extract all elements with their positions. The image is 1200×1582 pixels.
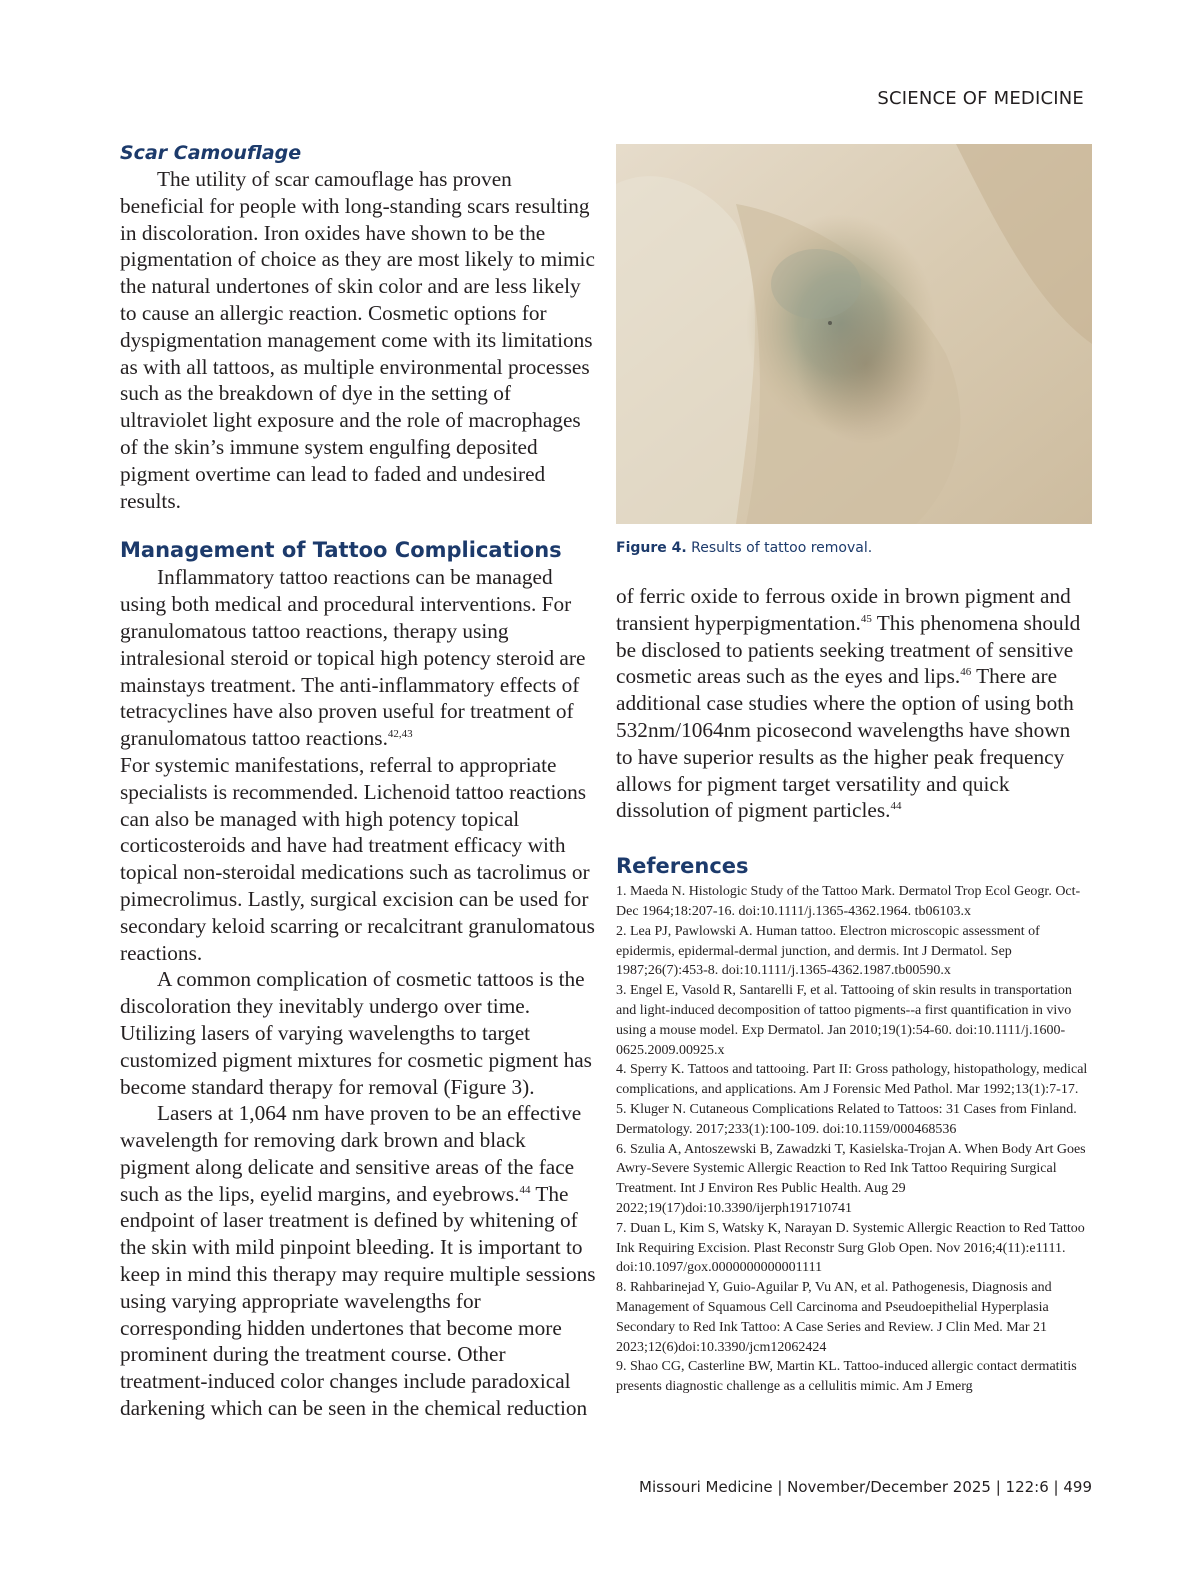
paragraph-scar-camouflage: The utility of scar camouflage has proven beneficial for people with long-standing scars resulting in discoloration. Iron oxides have shown to be the pigmentation of choice as they are most likely to mimic the natural undertones of skin color and are less likely to cause an allergic reaction. Cosmetic options for dyspigmentation management come with its limitations as with all tattoos, as multiple environmental processes such as the breakdown of dye in the setting of ultraviolet light exposure and the role of macrophages of the skin’s immune system engulfing deposited pigment overtime can lead to faded and undesired results. — [120, 167, 595, 513]
reference-item: 5. Kluger N. Cutaneous Complications Related to Tattoos: 31 Cases from Finland. Dermatology. 2017;233(1):100-109. doi:10.1159/000468536 — [616, 1101, 1077, 1137]
citation-42-43: 42,43 — [387, 728, 413, 741]
references-title: References — [616, 854, 749, 879]
reference-item: 6. Szulia A, Antoszewski B, Zawadzki T, Kasielska-Trojan A. When Body Art Goes Awry-Severe Systemic Allergic Reaction to Red Ink Tattoo Requiring Surgical Treatment. Int J Environ Res Public Health. Aug 29 2022;19(17)doi:10.3390/ijerph191710741 — [616, 1141, 1086, 1216]
running-header: SCIENCE OF MEDICINE — [877, 88, 1084, 109]
page-footer: Missouri Medicine | November/December 2025 | 122:6 | 499 — [639, 1478, 1092, 1496]
reference-item: 7. Duan L, Kim S, Watsky K, Narayan D. Systemic Allergic Reaction to Red Tattoo Ink Requiring Excision. Plast Reconstr Surg Glob Open. Nov 2016;4(11):e1111. doi:10.1097/gox.0000000000001111 — [616, 1220, 1085, 1276]
reference-item: 9. Shao CG, Casterline BW, Martin KL. Tattoo-induced allergic contact dermatitis presents diagnostic challenge as a cellulitis mimic. Am J Emerg — [616, 1359, 1077, 1395]
section-title-management: Management of Tattoo Complications — [120, 538, 562, 563]
paragraph-inflammatory: Inflammatory tattoo reactions can be managed using both medical and procedural interventions. For granulomatous tattoo reactions, therapy using intralesional steroid or topical high potency steroid are mainstays treatment. The anti-inflammatory effects of tetracyclines have also proven useful for treatment of granulomatous tattoo reactions.$^{42,43}$ For systemic manifestations, referral to appropriate specialists is recommended. Lichenoid tattoo reactions can also be managed with high potency topical corticosteroids and have had treatment efficacy with topical non-steroidal medications such as tacrolimus or pimecrolimus. Lastly, surgical excision can be used for secondary keloid scarring or recalcitrant granulomatous reactions. — [120, 565, 595, 965]
paragraph-continuation: of ferric oxide to ferrous oxide in brown pigment and transient hyperpigmentation.$^{45}$ This phenomena should be disclosed to patients seeking treatment of sensitive cosmetic areas such as the eyes and lips.$^{46}$ There are additional case studies where the option of using both 532nm/1064nm picosecond wavelengths have shown to have superior results as the higher peak frequency allows for pigment target versatility and quick dissolution of pigment particles.$^{44}$ — [616, 584, 1081, 823]
reference-item: 2. Lea PJ, Pawlowski A. Human tattoo. Electron microscopic assessment of epidermis, epidermal-dermal junction, and dermis. Int J Dermatol. Sep 1987;26(7):453-8. doi:10.1111/j.1365-4362.1987.tb00590.x — [616, 923, 1040, 979]
citation-44b: 44 — [890, 800, 902, 813]
figure-4-image — [616, 144, 1092, 524]
citation-44: 44 — [519, 1183, 531, 1196]
citation-46: 46 — [960, 666, 972, 679]
references-list — [616, 882, 1092, 1397]
left-column — [120, 140, 596, 1422]
figure-4-caption: Figure 4. Results of tattoo removal. — [616, 540, 873, 556]
reference-item: 3. Engel E, Vasold R, Santarelli F, et al. Tattooing of skin results in transportation and light-induced decomposition of tattoo pigments--a first quantification in vivo using a mouse model. Exp Dermatol. Jan 2010;19(1):54-60. doi:10.1111/j.1600-0625.2009.00925.x — [616, 983, 1072, 1058]
right-column — [616, 144, 1092, 1397]
figure-label: Figure 4. — [616, 540, 687, 556]
citation-45: 45 — [860, 612, 872, 625]
reference-item: 4. Sperry K. Tattoos and tattooing. Part II: Gross pathology, histopathology, medical complications, and applications. Am J Forensic Med Pathol. Mar 1992;13(1):7-17. — [616, 1062, 1088, 1098]
paragraph-lasers: Lasers at 1,064 nm have proven to be an effective wavelength for removing dark brown and black pigment along delicate and sensitive areas of the face such as the lips, eyelid margins, and eyebrows.$^{44}$ The endpoint of laser treatment is defined by whitening of the skin with mild pinpoint bleeding. It is important to keep in mind this therapy may require multiple sessions using varying appropriate wavelengths for corresponding hidden undertones that become more prominent during the treatment course. Other treatment-induced color changes include paradoxical darkening which can be seen in the chemical reduction — [120, 1101, 596, 1421]
paragraph-discoloration: A common complication of cosmetic tattoos is the discoloration they inevitably undergo over time. Utilizing lasers of varying wavelengths to target customized pigment mixtures for cosmetic pigment has become standard therapy for removal (Figure 3). — [120, 967, 592, 1099]
reference-item: 8. Rahbarinejad Y, Guio-Aguilar P, Vu AN, et al. Pathogenesis, Diagnosis and Management of Squamous Cell Carcinoma and Pseudoepithelial Hyperplasia Secondary to Red Ink Tattoo: A Case Series and Review. J Clin Med. Mar 21 2023;12(6)doi:10.3390/jcm12062424 — [616, 1280, 1052, 1355]
reference-item: 1. Maeda N. Histologic Study of the Tattoo Mark. Dermatol Trop Ecol Geogr. Oct-Dec 1964;18:207-16. doi:10.1111/j.1365-4362.1964. tb06103.x — [616, 884, 1081, 919]
section-title-scar-camouflage: Scar Camouflage — [120, 142, 302, 164]
